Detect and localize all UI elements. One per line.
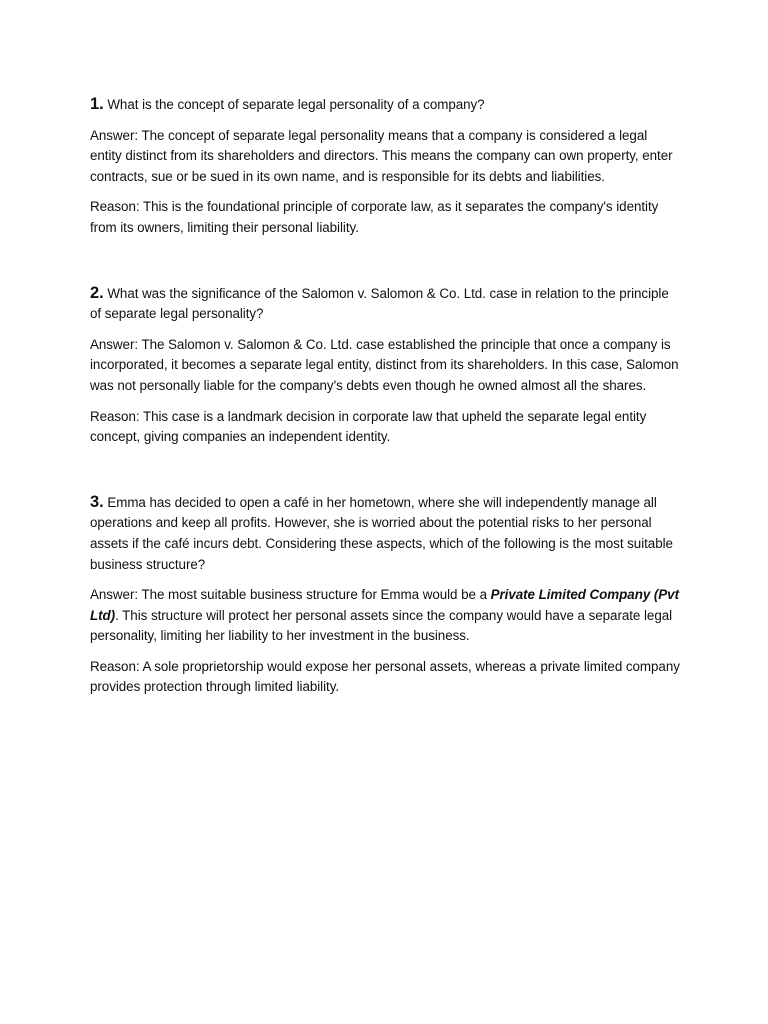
answer-emphasis: Private Limited Company (Pvt Ltd) [90,587,679,623]
question-block-2 [90,283,680,448]
question-block-1 [90,94,680,239]
question-1 [90,94,680,116]
question-number: 2. [90,283,104,302]
answer-2: Answer: The Salomon v. Salomon & Co. Ltd. case established the principle that once a company is incorporated, it becomes a separate legal entity, distinct from its shareholders. In this case, Salomon was not personally liable for the company's debts even though he owned almost all the shares. [90,336,679,393]
reason-3: Reason: A sole proprietorship would expose her personal assets, whereas a private limited company provides protection through limited liability. [90,658,680,695]
document-page [90,94,680,708]
answer-text-end: . This structure will protect her personal assets since the company would have a separate legal personality, limiting her liability to her investment in the business. [90,607,673,644]
answer-text-start: Answer: The most suitable business structure for Emma would be a [90,587,491,603]
question-3 [90,492,680,575]
reason-1: Reason: This is the foundational principle of corporate law, as it separates the company's identity from its owners, limiting their personal liability. [90,199,659,235]
question-text: Emma has decided to open a café in her hometown, where she will independently manage all operations and keep all profits. However, she is worried about the potential risks to her personal assets if the café incurs debt. Considering these aspects, which of the following is the most suitable business structure? [90,494,673,572]
question-text: What was the significance of the Salomon v. Salomon & Co. Ltd. case in relation to the principle of separate legal personality? [90,285,669,322]
question-number: 3. [90,492,104,511]
reason-2: Reason: This case is a landmark decision in corporate law that upheld the separate legal entity concept, giving companies an independent identity. [90,408,647,445]
question-block-3 [90,492,680,698]
answer-3 [90,585,680,647]
answer-1: Answer: The concept of separate legal personality means that a company is considered a legal entity distinct from its shareholders and directors. This means the company can own property, enter contracts, sue or be sued in its own name, and is responsible for its debts and liabilities. [90,127,673,184]
question-text: What is the concept of separate legal personality of a company? [103,97,485,112]
question-2 [90,283,680,325]
question-number: 1. [90,95,104,113]
